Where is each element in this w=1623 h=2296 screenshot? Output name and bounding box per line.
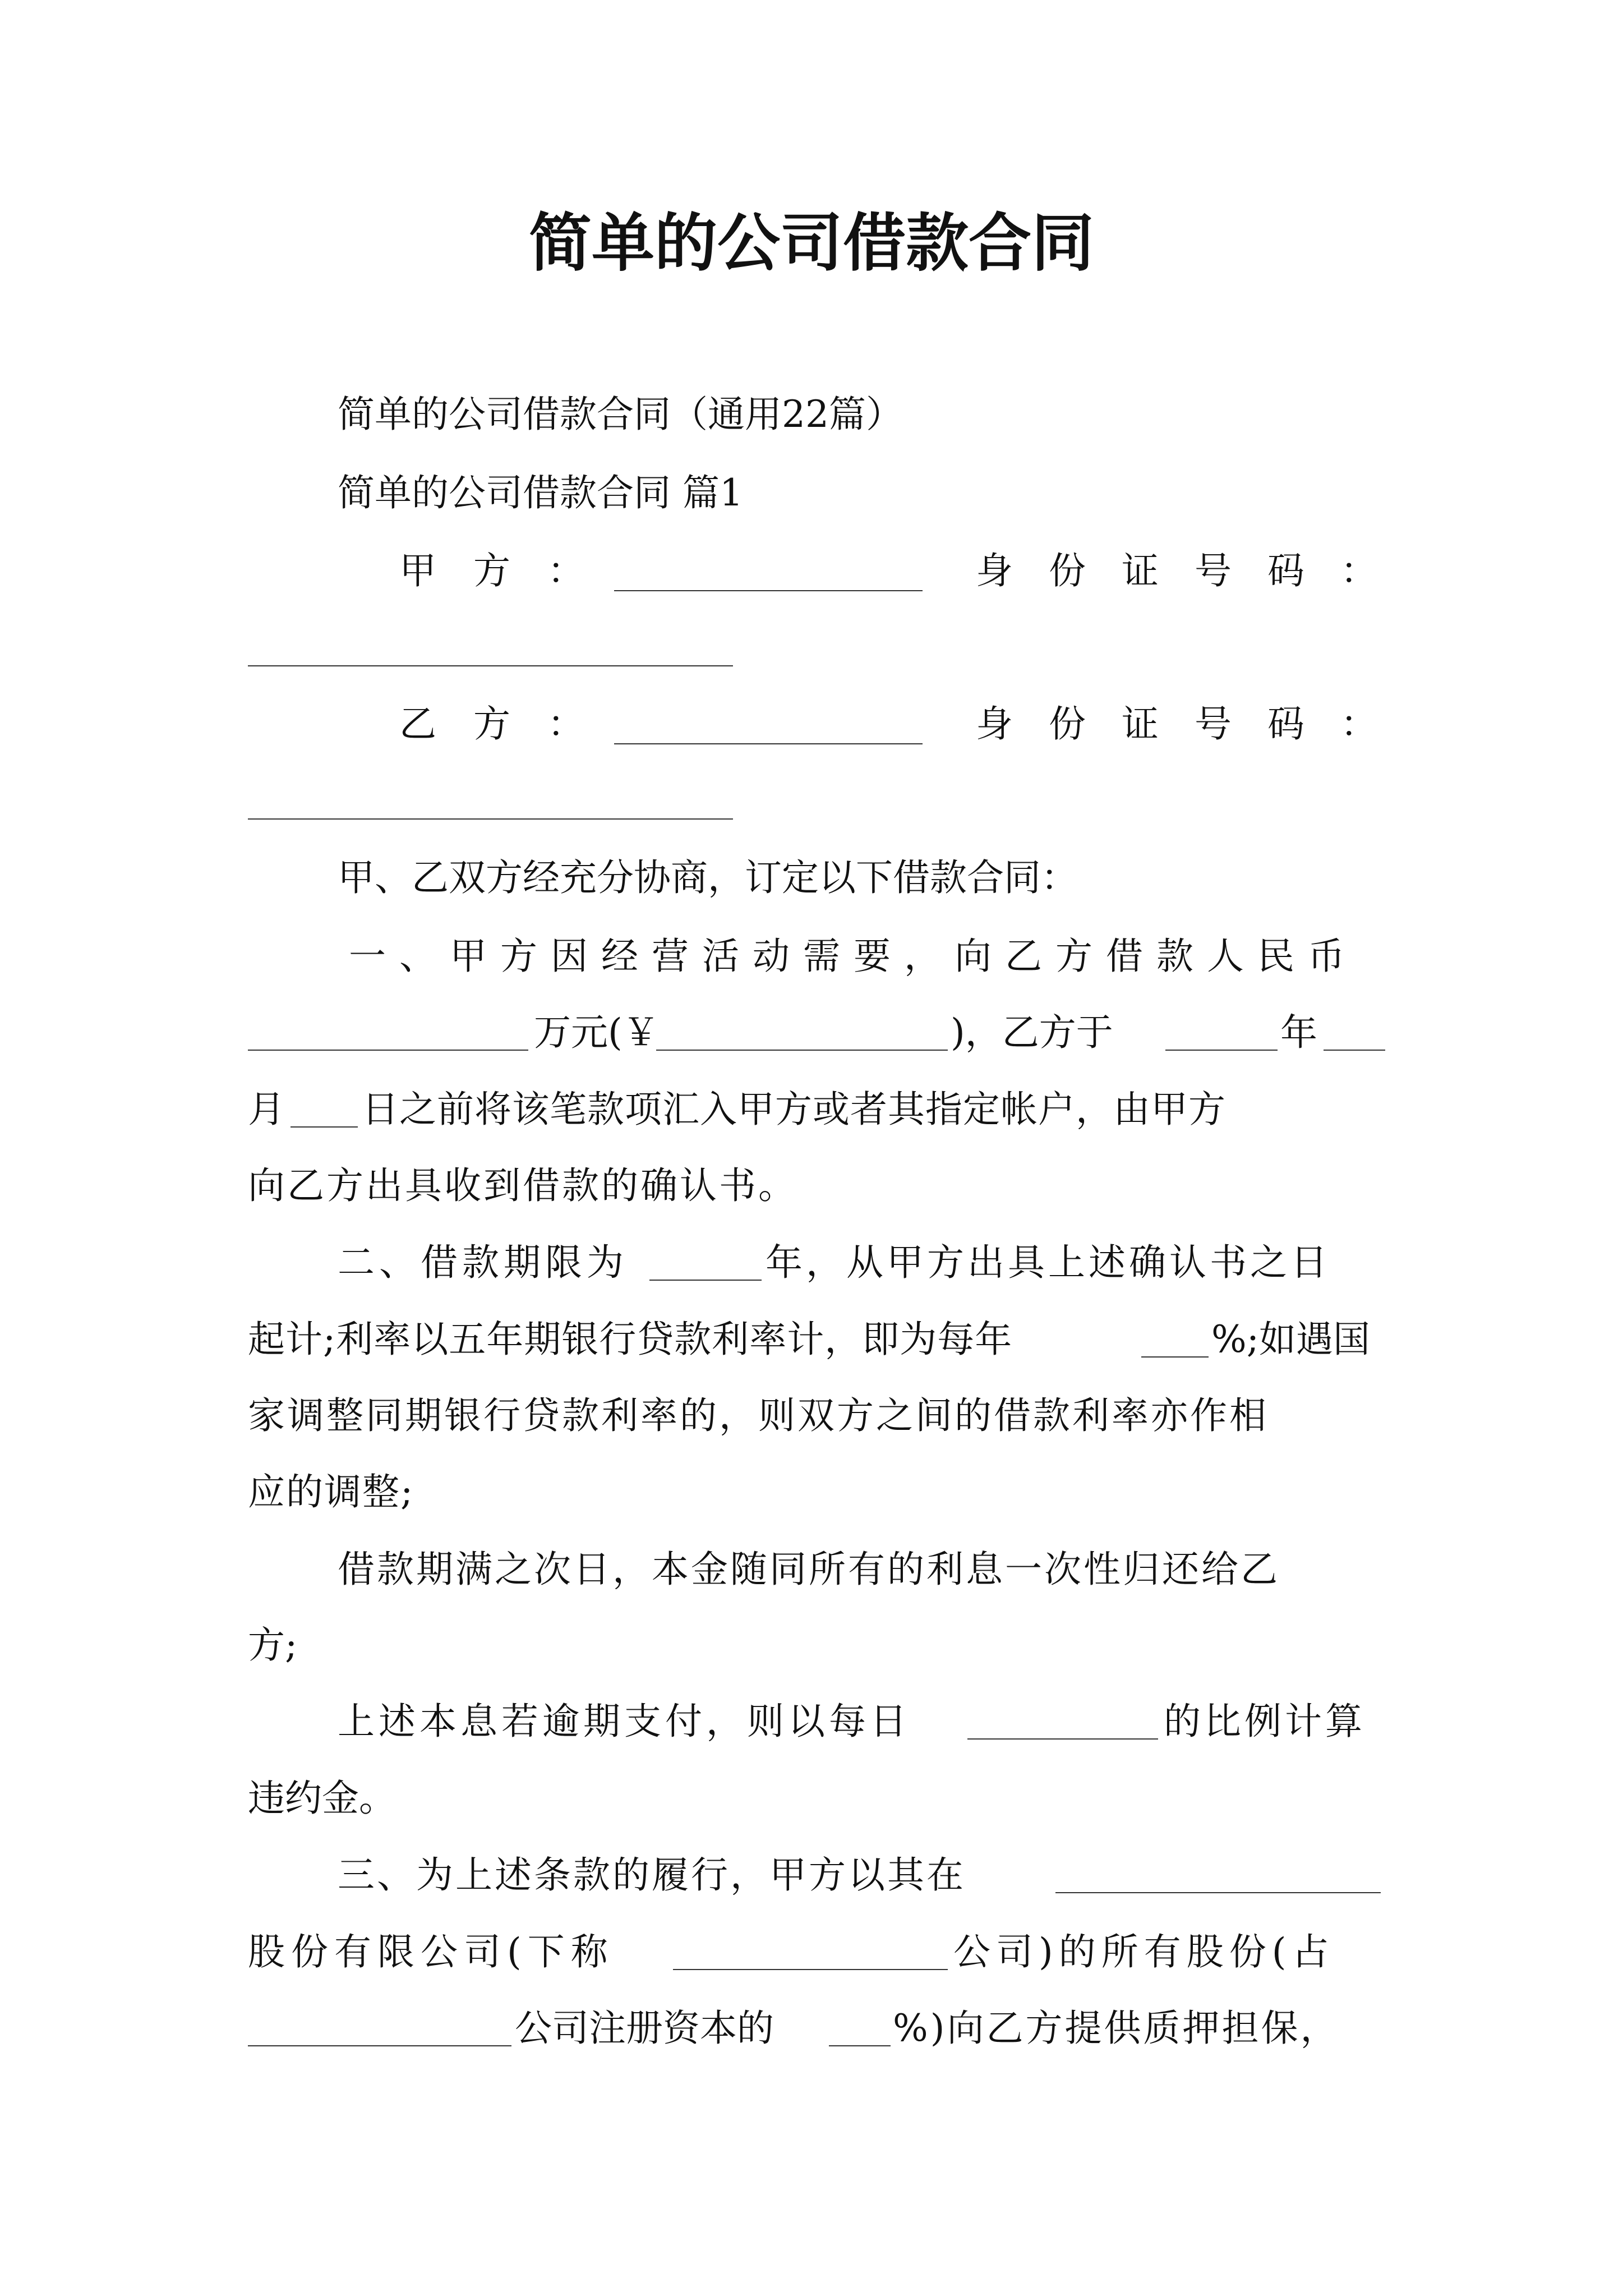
section-heading: 简单的公司借款合同 篇1	[338, 471, 743, 514]
party-b-name-blank	[614, 743, 923, 744]
clause-2-line-4: 应的调整;	[248, 1470, 414, 1513]
company-short-name-blank	[673, 1969, 948, 1970]
party-b-id-label: 身份证号码：	[976, 702, 1413, 746]
party-a-name-blank	[614, 590, 923, 591]
repayment-line-2: 方;	[248, 1623, 298, 1667]
clause-1-date-label: )，乙方于	[951, 1011, 1113, 1054]
clause-2-line-2: 起计;利率以五年期银行贷款利率计，即为每年	[248, 1318, 1013, 1361]
share-percent-blank	[829, 2045, 891, 2046]
clause-1-year-label: 年	[1280, 1011, 1317, 1054]
clause-2-rate-suffix: %;如遇国	[1211, 1318, 1370, 1361]
month-blank	[1324, 1050, 1385, 1051]
clause-1-amount-label: 万元(￥	[534, 1011, 660, 1054]
loan-term-blank	[649, 1280, 762, 1281]
clause-1-line-1: 一、甲方因经营活动需要，向乙方借款人民币	[349, 935, 1358, 978]
company-blank	[1055, 1892, 1381, 1893]
penalty-line-2: 违约金。	[248, 1777, 396, 1820]
penalty-line-1-suffix: 的比例计算	[1164, 1700, 1366, 1743]
party-a-label: 甲方：	[399, 549, 621, 592]
party-b-id-blank	[248, 818, 733, 820]
party-a-id-blank	[248, 665, 733, 666]
clause-3-line-3-a: 公司注册资本的	[515, 2007, 774, 2050]
amount-wan-blank	[248, 1050, 528, 1051]
clause-2-line-1: 年，从甲方出具上述确认书之日	[766, 1241, 1331, 1284]
clause-3-line-2-a: 股份有限公司(下称	[248, 1930, 614, 1973]
year-blank	[1165, 1050, 1278, 1051]
party-a-id-label: 身份证号码：	[976, 549, 1413, 592]
contract-intro: 甲、乙双方经充分协商，订定以下借款合同：	[338, 856, 1078, 899]
document-title: 简单的公司借款合同	[529, 207, 1094, 280]
day-blank	[291, 1126, 358, 1128]
clause-3-label: 三、为上述条款的履行，甲方以其在	[338, 1853, 966, 1897]
penalty-line-1: 上述本息若逾期支付，则以每日	[338, 1700, 911, 1743]
doc-subtitle: 简单的公司借款合同（通用22篇）	[338, 393, 903, 436]
clause-2-line-3: 家调整同期银行贷款利率的，则双方之间的借款利率亦作相	[248, 1394, 1269, 1437]
party-b-label: 乙方：	[399, 702, 621, 746]
clause-3-line-3-b: %)向乙方提供质押担保，	[893, 2007, 1340, 2050]
repayment-line-1: 借款期满之次日，本金随同所有的利息一次性归还给乙	[338, 1548, 1280, 1591]
clause-2-label: 二、借款期限为	[338, 1241, 628, 1284]
interest-rate-blank	[1141, 1356, 1209, 1358]
clause-1-month-label: 月	[248, 1088, 285, 1131]
penalty-rate-blank	[967, 1738, 1158, 1740]
amount-yuan-blank	[656, 1050, 948, 1051]
clause-1-line-3: 日之前将该笔款项汇入甲方或者其指定帐户，由甲方	[362, 1088, 1226, 1131]
clause-1-line-4: 向乙方出具收到借款的确认书。	[248, 1164, 797, 1207]
share-company-blank	[248, 2045, 511, 2046]
clause-3-line-2-b: 公司)的所有股份(占	[953, 1930, 1335, 1973]
